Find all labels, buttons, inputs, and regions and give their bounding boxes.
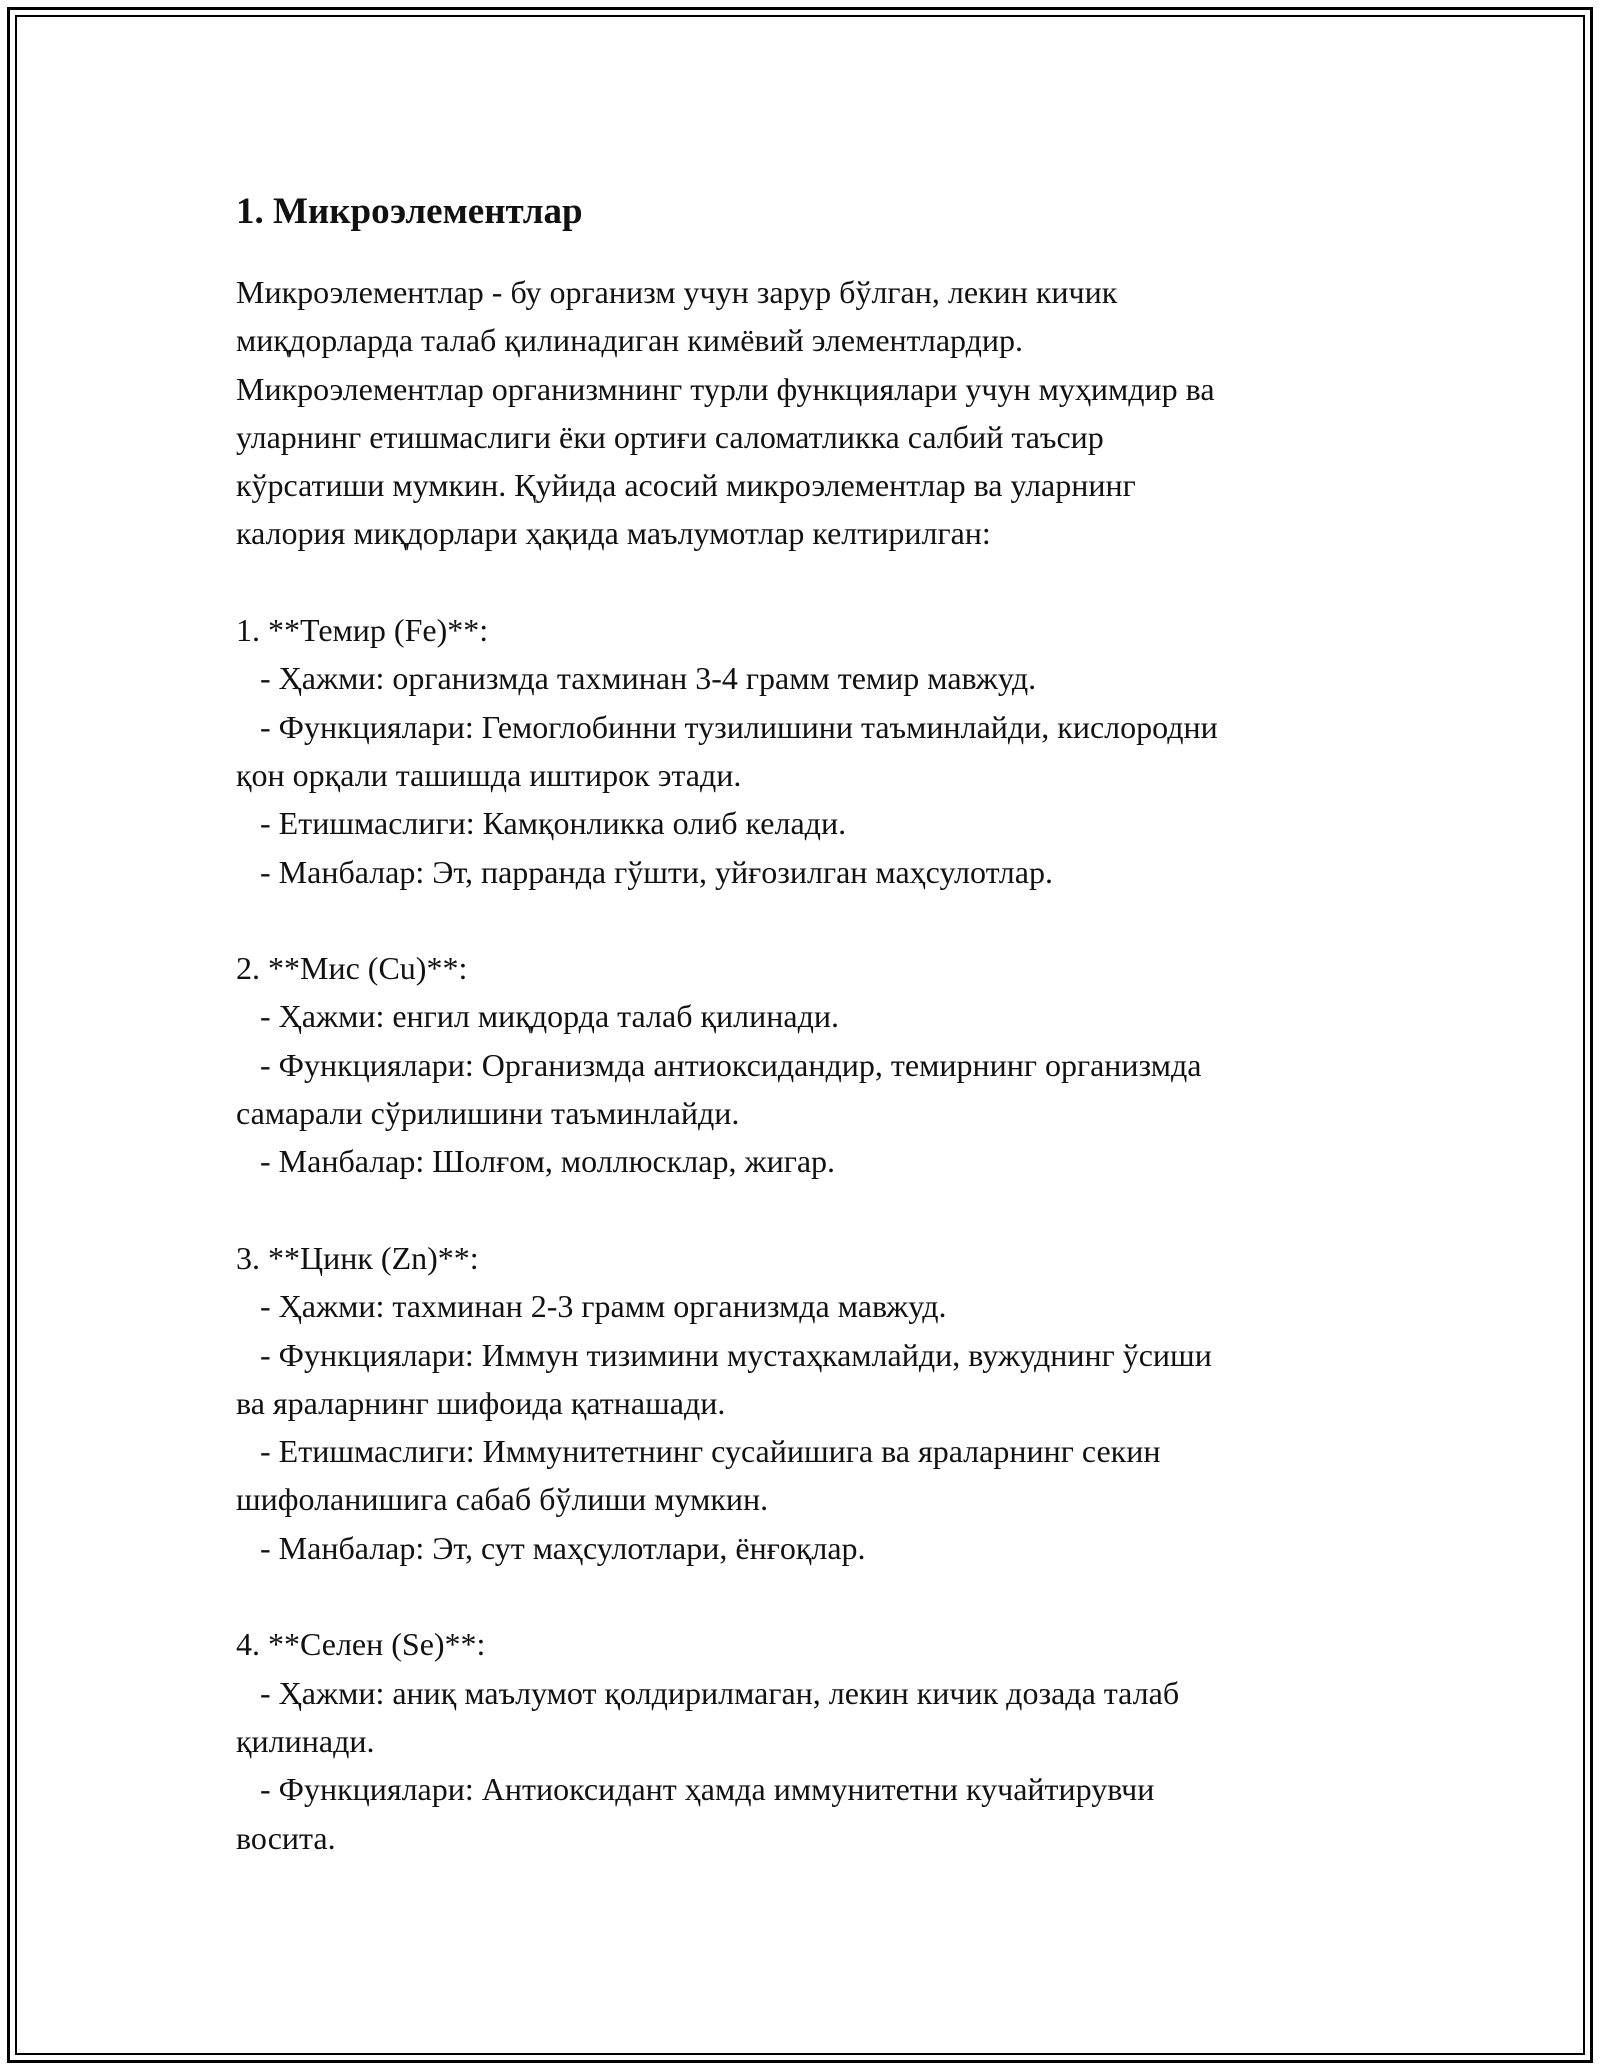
list-item-line: ва яраларнинг шифоида қатнашади. xyxy=(236,1384,726,1421)
list-item-line: қон орқали ташишда иштирок этади. xyxy=(236,756,742,793)
list-item-line: самарали сўрилишини таъминлайди. xyxy=(236,1095,740,1132)
list-item-line: - Функциялари: Организмда антиоксидандир, темирнинг организмда xyxy=(236,1046,1202,1083)
list-item-line: шифоланишига сабаб бўлиши мумкин. xyxy=(236,1481,769,1518)
intro-line: миқдорларда талаб қилинадиган кимёвий элементлардир. xyxy=(236,322,1024,359)
intro-paragraph xyxy=(236,268,1416,558)
intro-line: Микроэлементлар организмнинг турли функциялари учун муҳимдир ва xyxy=(236,370,1215,407)
list-item-line: - Функциялари: Иммун тизимини мустаҳкамлайди, вужуднинг ўсиши xyxy=(236,1336,1212,1373)
intro-line: кўрсатиши мумкин. Қуйида асосий микроэлементлар ва уларнинг xyxy=(236,467,1136,504)
list-item-title: 4. **Селен (Se)**: xyxy=(236,1626,486,1663)
intro-line: уларнинг етишмаслиги ёки ортиғи саломатликка салбий таъсир xyxy=(236,418,1104,455)
blank-line xyxy=(236,558,1416,606)
blank-line xyxy=(236,896,1416,944)
list-item-line: - Ҳажми: тахминан 2-3 грамм организмда мавжуд. xyxy=(236,1288,947,1325)
intro-line: калория миқдорлари ҳақида маълумотлар келтирилган: xyxy=(236,515,991,552)
list-item-title: 3. **Цинк (Zn)**: xyxy=(236,1239,479,1276)
list-item-line: - Манбалар: Шолғом, моллюсклар, жигар. xyxy=(236,1143,836,1180)
blank-line xyxy=(236,1572,1416,1620)
list-item-line: восита. xyxy=(236,1819,336,1856)
intro-line: Микроэлементлар - бу организм учун зарур бўлган, лекин кичик xyxy=(236,274,1118,310)
list-item-line: - Етишмаслиги: Камқонликка олиб келади. xyxy=(236,805,847,842)
list-item-selenium xyxy=(236,1620,1416,1861)
section-heading: 1. Микроэлементлар xyxy=(236,191,583,232)
list-item-zinc xyxy=(236,1234,1416,1572)
list-item-line: - Манбалар: Эт, сут маҳсулотлари, ёнғоқлар. xyxy=(236,1529,866,1566)
list-item-line: - Ҳажми: организмда тахминан 3-4 грамм темир мавжуд. xyxy=(236,660,1037,697)
list-item-title: 1. **Темир (Fe)**: xyxy=(236,612,489,649)
list-item-line: - Функциялари: Гемоглобинни тузилишини таъминлайди, кислородни xyxy=(236,708,1218,745)
list-item-iron xyxy=(236,606,1416,896)
list-item-line: - Ҳажми: аниқ маълумот қолдирилмаган, лекин кичик дозада талаб xyxy=(236,1674,1180,1711)
list-item-copper xyxy=(236,944,1416,1185)
document-body xyxy=(236,186,1416,1862)
list-item-line: - Етишмаслиги: Иммунитетнинг сусайишига ва яраларнинг секин xyxy=(236,1433,1161,1470)
list-item-line: - Ҳажми: енгил миқдорда талаб қилинади. xyxy=(236,998,839,1035)
list-item-line: - Функциялари: Антиоксидант ҳамда иммунитетни кучайтирувчи xyxy=(236,1771,1155,1808)
blank-line xyxy=(236,1186,1416,1234)
list-item-line: қилинади. xyxy=(236,1722,375,1759)
list-item-title: 2. **Мис (Cu)**: xyxy=(236,950,468,987)
list-item-line: - Манбалар: Эт, парранда гўшти, уйғозилган маҳсулотлар. xyxy=(236,853,1053,890)
